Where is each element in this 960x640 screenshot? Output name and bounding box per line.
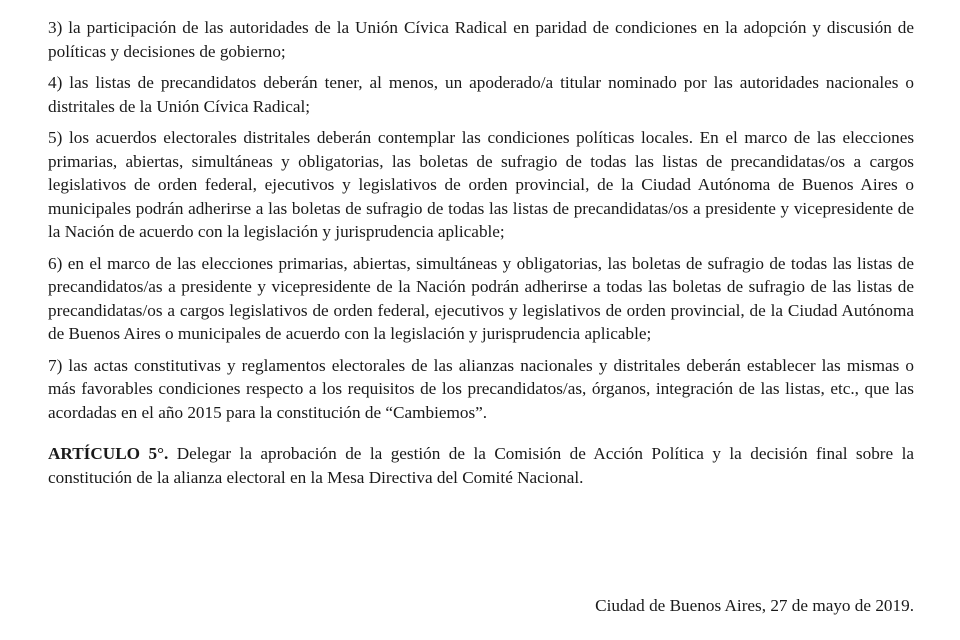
clause-number: 3) — [48, 18, 63, 37]
article-text: Delegar la aprobación de la gestión de la Comisión de Acción Política y la decisión final sobre la constitución de la alianza electoral en la Mesa Directiva del Comité Nacional. — [48, 444, 915, 487]
clause-text: las actas constitutivas y reglamentos electorales de las alianzas nacionales y distritales deberán establecer las mismas o más favorables condiciones respecto a los requisitos de los precandidatos/as, órganos, integración de las listas, etc., que las acordadas en el año 2015 para la constitución de “Cambiemos”. — [48, 355, 915, 422]
clause-number: 4) — [48, 73, 63, 92]
clause-text: las listas de precandidatos deberán tener, al menos, un apoderado/a titular nominado por las autoridades nacionales o distritales de la Unión Cívica Radical; — [48, 73, 914, 116]
document-body — [48, 16, 914, 497]
place-date: Ciudad de Buenos Aires, 27 de mayo de 2019. — [595, 596, 914, 615]
clause-5 — [48, 126, 914, 244]
clause-number: 7) — [48, 355, 63, 375]
clause-number: 5) — [48, 128, 63, 147]
article-5 — [48, 442, 914, 489]
clause-text: en el marco de las elecciones primarias, abiertas, simultáneas y obligatorias, las boletas de sufragio de todas las listas de precandidatos/as a presidente y vicepresidente de la Nación podrán adherirse a todas las boletas de sufragio de las listas de precandidatas/os a cargos legislativos de orden federal, ejecutivos y legislativos de orden provincial, de la Ciudad Autónoma de Buenos Aires o municipales de acuerdo con la legislación y jurisprudencia aplicable; — [48, 253, 914, 343]
clause-7 — [48, 354, 914, 425]
clause-3 — [48, 16, 914, 63]
clause-number: 6) — [48, 253, 63, 273]
clause-4 — [48, 71, 914, 118]
clause-6 — [48, 252, 914, 346]
article-label: ARTÍCULO 5°. — [48, 444, 169, 463]
clause-text: la participación de las autoridades de la Unión Cívica Radical en paridad de condiciones en la adopción y discusión de políticas y decisiones de gobierno; — [48, 18, 915, 61]
clause-text: los acuerdos electorales distritales deberán contemplar las condiciones políticas locales. En el marco de las elecciones primarias, abiertas, simultáneas y obligatorias, las boletas de sufragio de todas las listas de precandidatas/os a cargos legislativos de orden federal, ejecutivos y legislativos de orden provincial, de la Ciudad Autónoma de Buenos Aires o municipales podrán adherirse a las boletas de sufragio de todas las listas de precandidatas/os a presidente y vicepresidente de la Nación de acuerdo con la legislación y jurisprudencia aplicable; — [48, 128, 915, 241]
